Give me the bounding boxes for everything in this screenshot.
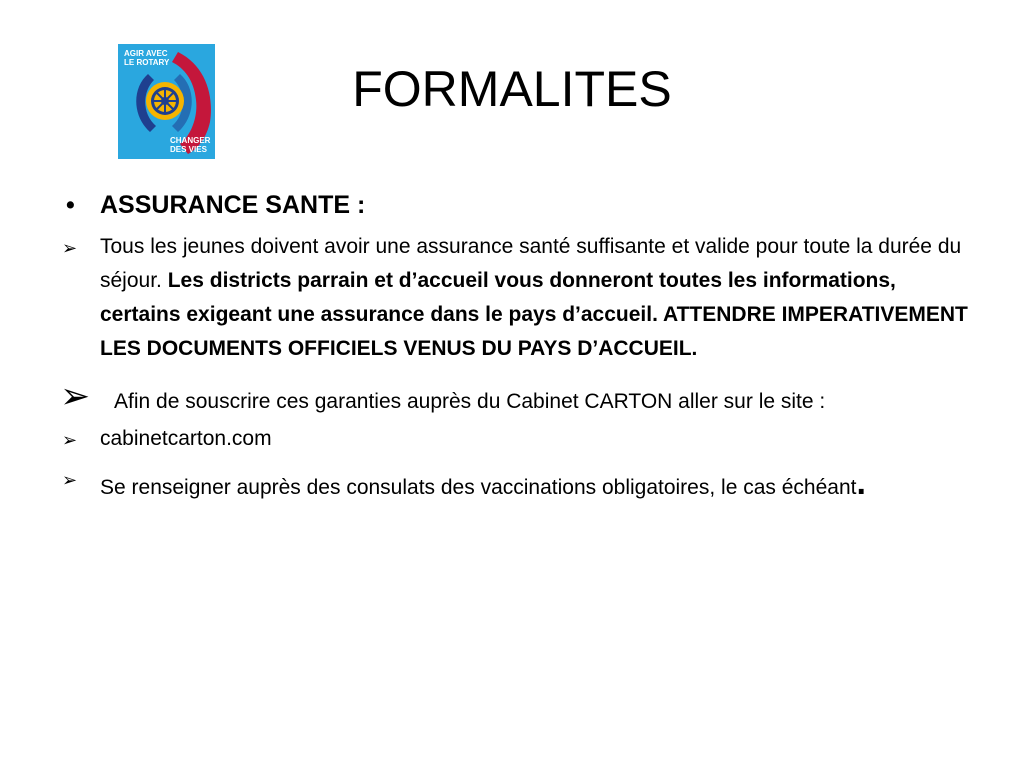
arrow-bullet-large-icon: ➢ (60, 375, 91, 416)
list-item-website (60, 422, 970, 456)
vaccination-period: . (856, 464, 866, 502)
insurance-text: Tous les jeunes doivent avoir une assurance santé suffisante et valide pour toute la durée du séjour. (100, 235, 962, 292)
logo-text-top-1: AGIR AVEC (124, 49, 168, 58)
arrow-bullet-icon: ➢ (62, 238, 78, 258)
list-item-insurance (60, 230, 970, 366)
arrow-bullet-icon: ➢ (62, 470, 78, 490)
website-text: cabinetcarton.com (100, 427, 272, 450)
page-title: FORMALITES (352, 61, 672, 117)
arrow-bullet-icon: ➢ (62, 430, 78, 450)
logo-text-bottom-1: CHANGER (170, 136, 211, 145)
heading-text: ASSURANCE SANTE : (100, 191, 366, 219)
subscribe-text: Afin de souscrire ces garanties auprès du Cabinet CARTON aller sur le site : (114, 390, 826, 413)
bullet-heading (60, 188, 970, 222)
list-item-subscribe (60, 375, 970, 422)
bullet-dot-icon: • (66, 191, 75, 219)
vaccination-text: Se renseigner auprès des consulats des vaccinations obligatoires, le cas échéant (100, 476, 857, 499)
slide-body (60, 188, 970, 514)
logo-text-bottom-2: DES VIES (170, 145, 207, 154)
insurance-bold-text: Les districts parrain et d’accueil vous donneront toutes les informations, certains exigeant une assurance dans le pays d’accueil. ATTENDRE IMPERATIVEMENT LES DOCUMENTS OFFICIELS VENUS DU PAYS D’ACCUEIL. (100, 269, 968, 360)
logo-text-top-2: LE ROTARY (124, 58, 170, 67)
list-item-vaccination (60, 462, 970, 514)
